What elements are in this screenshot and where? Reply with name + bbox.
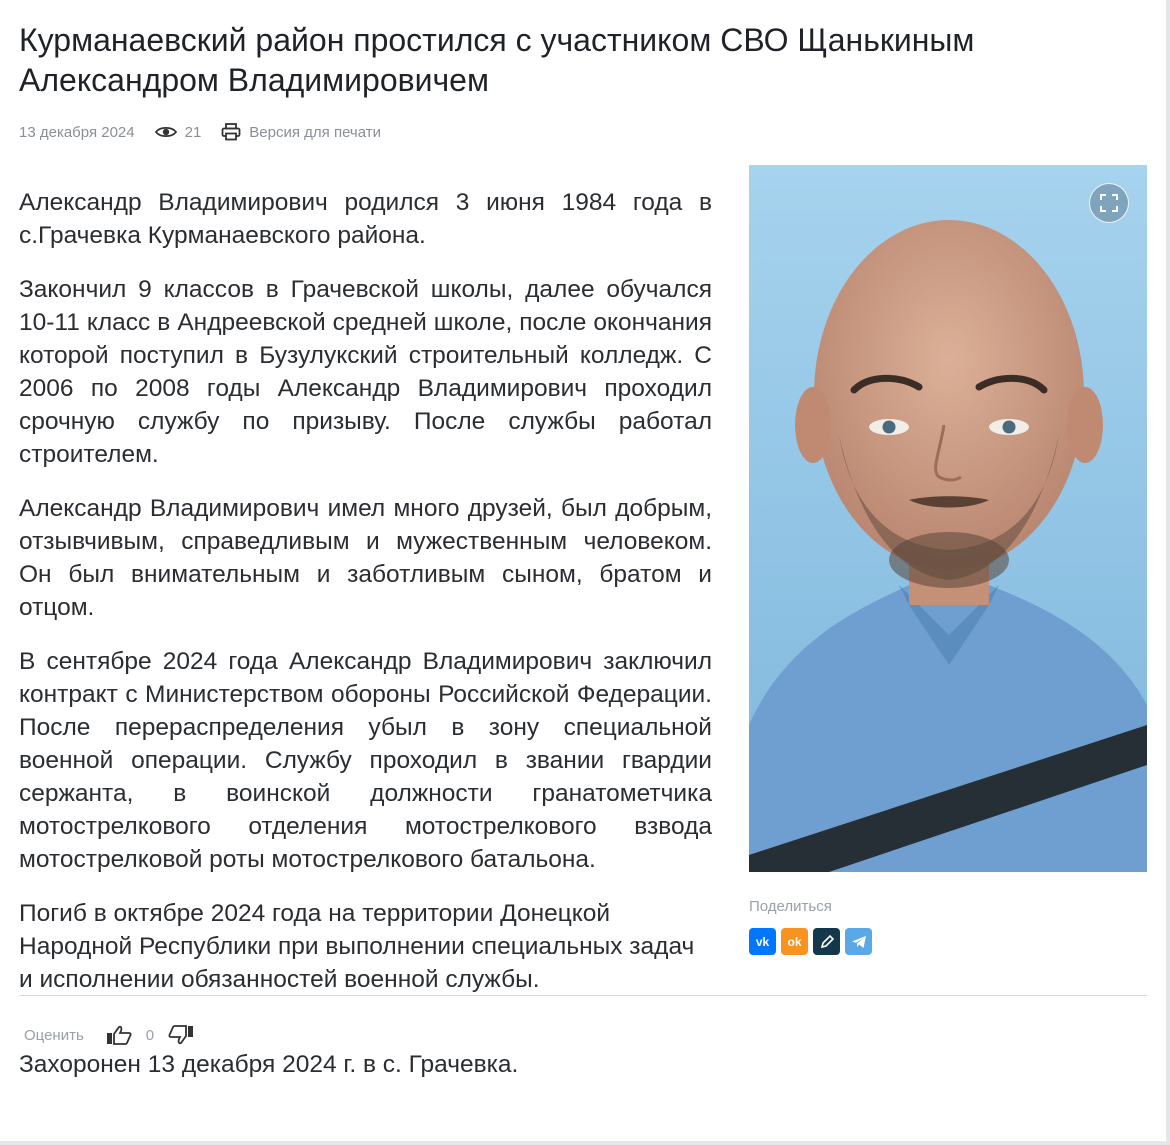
rating-bar [24,1024,194,1046]
pencil-icon [819,934,835,950]
share-livejournal-button[interactable] [813,928,840,955]
share-vk-button[interactable] [749,928,776,955]
views-counter [155,124,202,141]
dislike-button[interactable] [168,1025,194,1045]
print-version-label: Версия для печати [249,123,381,141]
portrait-image [749,165,1147,872]
article-title: Курманаевский район простился с участником СВО Щанькиным Александром Владимировичем [19,22,975,98]
thumbs-up-icon [106,1025,132,1045]
article-photo[interactable] [749,165,1147,872]
expand-photo-button[interactable] [1089,183,1129,223]
article-paragraph: Погиб в октябре 2024 года на территории Донецкой Народной Республики при выполнении специальных задач и исполнении обязанностей военной службы. [19,900,695,993]
section-divider [19,995,1147,996]
burial-info: Захоронен 13 декабря 2024 г. в с. Грачевка. [19,1051,519,1078]
rating-count: 0 [145,1026,155,1044]
article-paragraph: Александр Владимирович родился 3 июня 1984 года в с.Грачевка Курманаевского района. [19,189,712,249]
print-version-link[interactable] [221,123,381,141]
article-meta [19,120,381,144]
share-buttons [749,928,877,955]
window-right-edge [1166,0,1170,1145]
window-bottom-edge [0,1141,1170,1145]
article-paragraph: Александр Владимирович имел много друзей, был добрым, отзывчивым, справедливым и мужественным человеком. Он был внимательным и заботливым сыном, братом и отцом. [19,495,712,621]
article-date: 13 декабря 2024 [19,123,135,141]
rating-label: Оценить [24,1026,84,1044]
like-button[interactable] [106,1025,132,1045]
odnoklassniki-icon: ok [787,934,802,949]
article-body [19,186,712,1017]
telegram-icon [851,934,867,950]
article-paragraph: В сентябре 2024 года Александр Владимирович заключил контракт с Министерством обороны Российской Федерации. После перераспределения убыл в зону специальной военной операции. Службу проходил в звании гвардии сержанта, в воинской должности гранатометчика мотострелкового отделения мотострелкового взвода мотострелковой роты мотострелкового батальона. [19,648,712,873]
printer-icon [221,123,241,141]
share-telegram-button[interactable] [845,928,872,955]
share-ok-button[interactable] [781,928,808,955]
fullscreen-icon [1100,194,1118,212]
thumbs-down-icon [168,1025,194,1045]
article-paragraph: Закончил 9 классов в Грачевской школы, далее обучался 10-11 класс в Андреевской средней школе, после окончания которой поступил в Бузулукский строительный колледж. С 2006 по 2008 годы Александр Владимирович проходил срочную службу по призыву. После службы работал строителем. [19,276,712,468]
vk-icon: vk [755,934,770,949]
eye-icon [155,125,177,139]
share-label: Поделиться [749,898,832,915]
views-count: 21 [184,123,202,141]
